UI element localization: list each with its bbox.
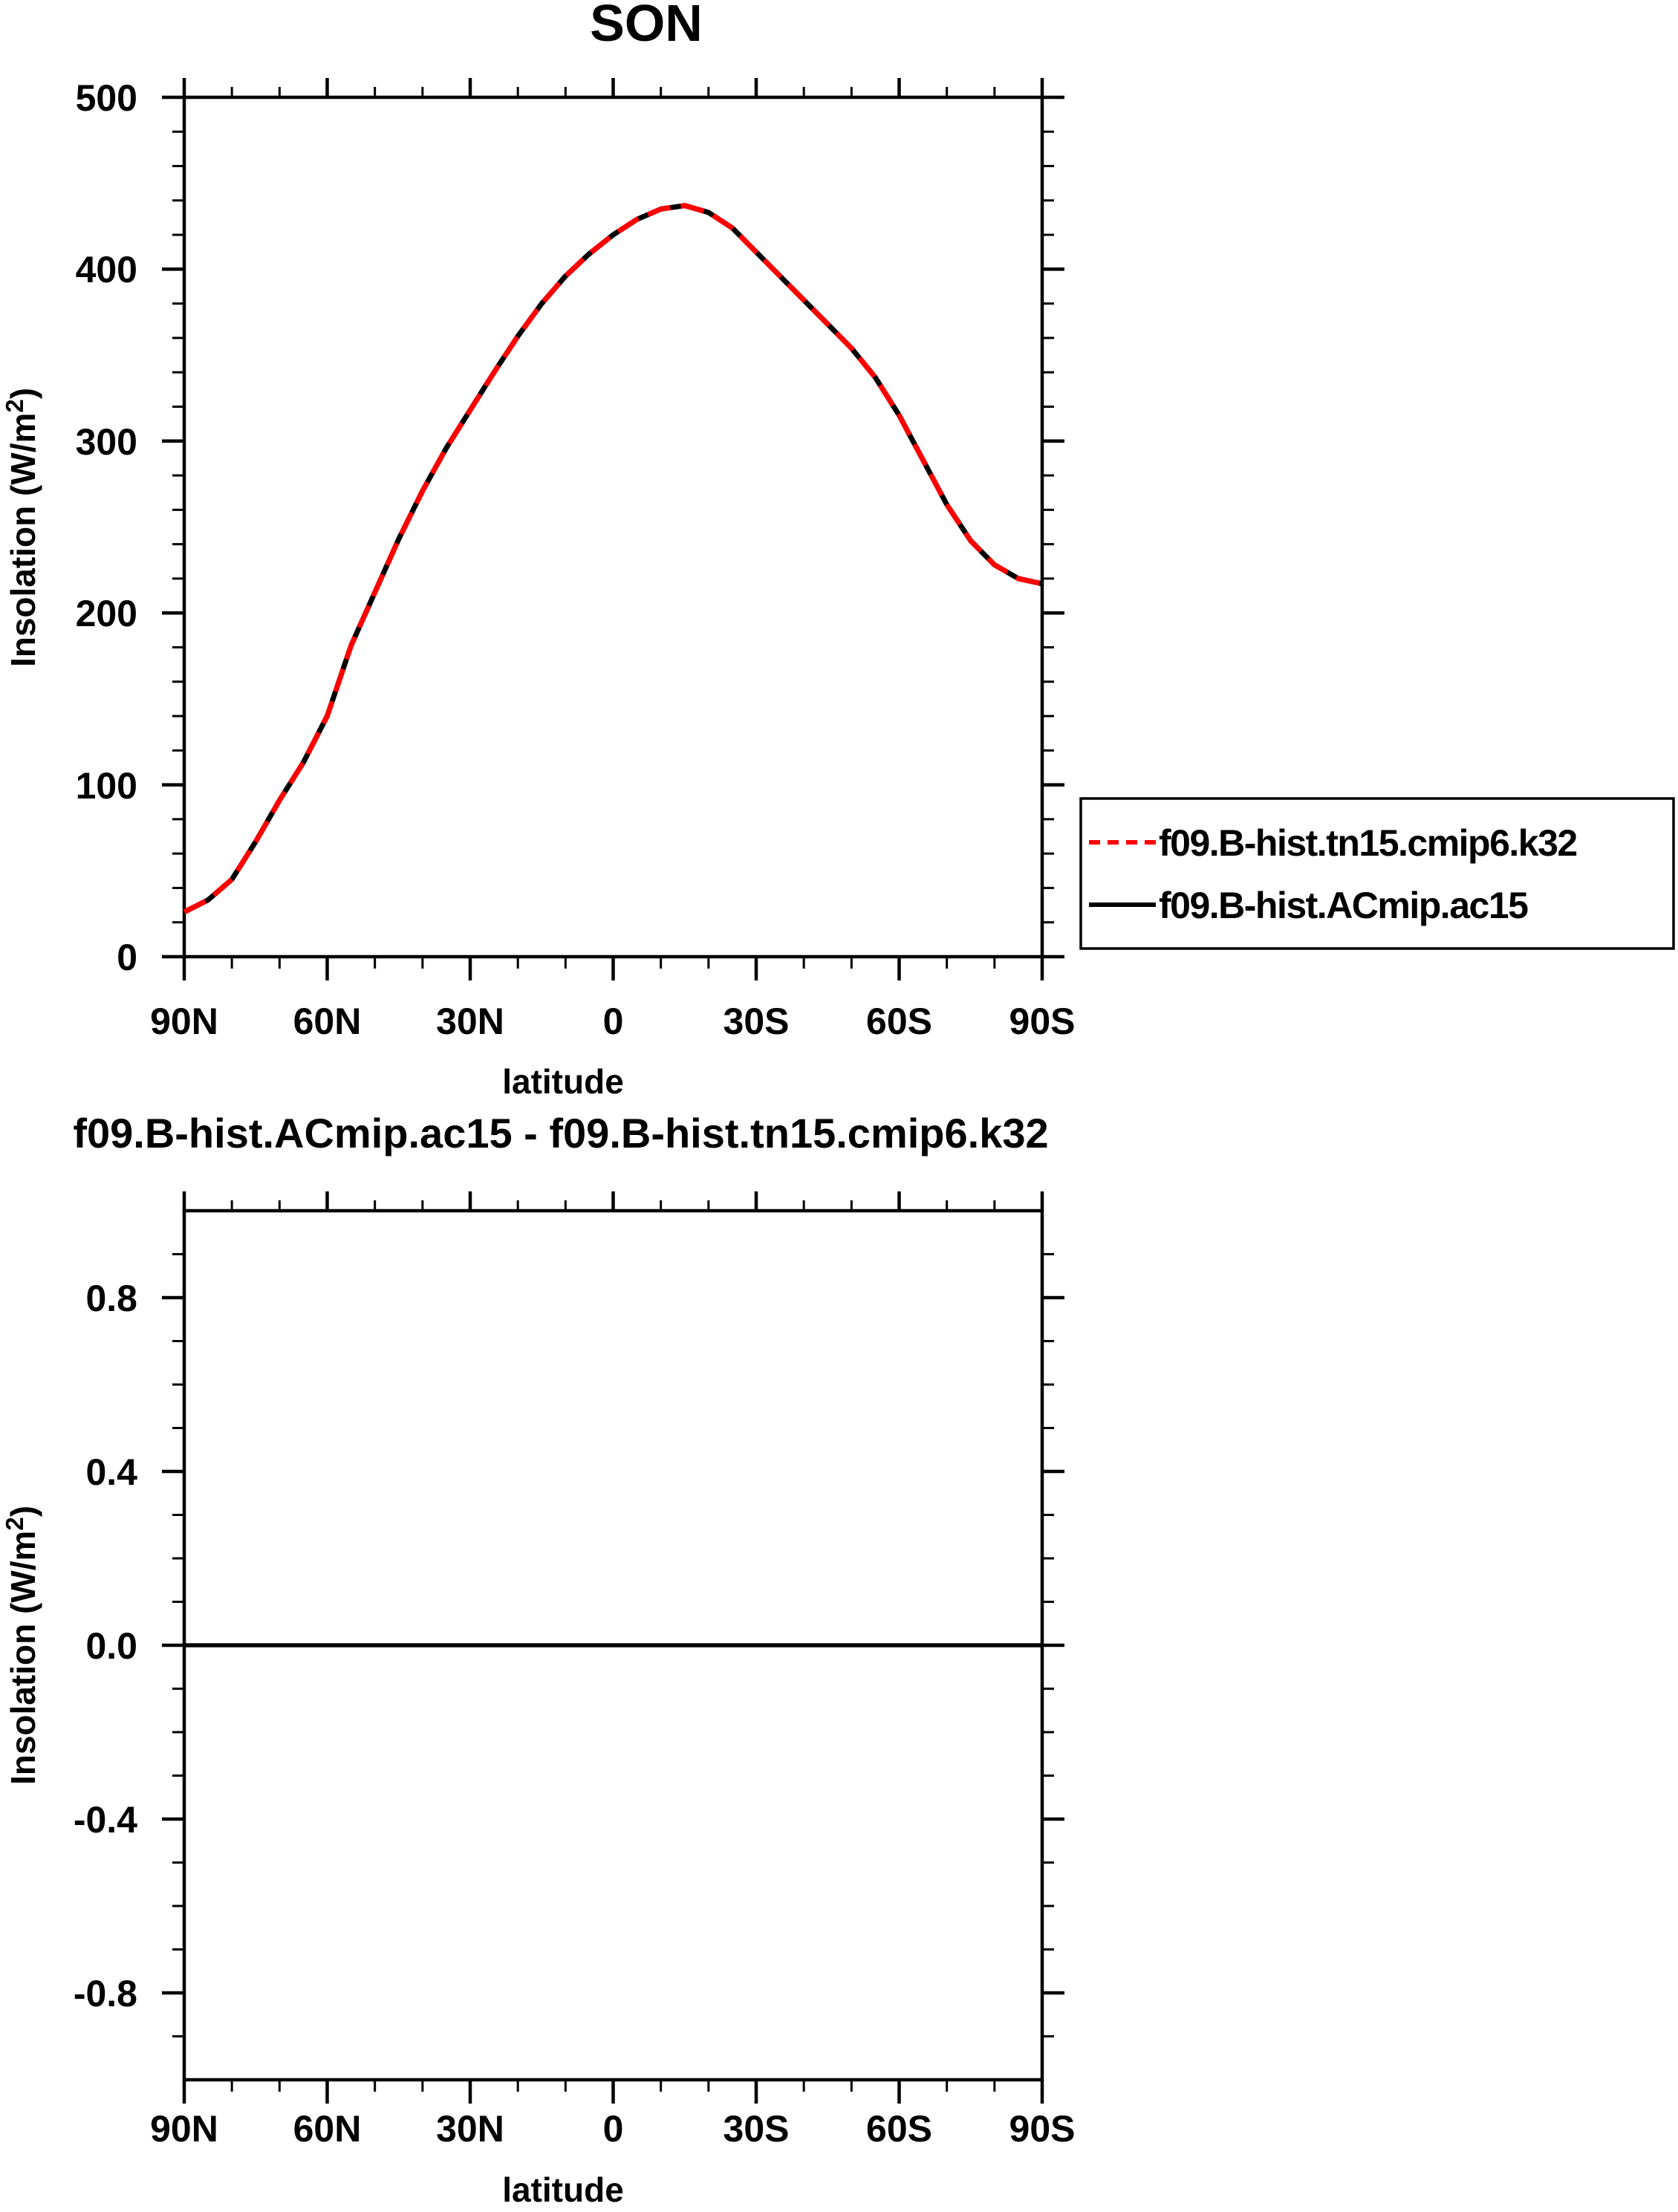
legend-label: f09.B-hist.tn15.cmip6.k32 <box>1159 822 1577 864</box>
bottom-chart-x-tick-labels <box>150 2108 1075 2150</box>
insolation-curves <box>184 206 1042 912</box>
top-chart-ylabel: Insolation $(W/m^2)$ <box>1 387 42 668</box>
x-tick-label: 0 <box>602 1001 624 1042</box>
bottom-chart <box>1 1110 1075 2209</box>
y-tick-label: -0.4 <box>73 1799 137 1841</box>
bottom-chart-ticks <box>162 1191 1064 2104</box>
y-tick-label: 0.8 <box>85 1278 137 1319</box>
legend-label: f09.B-hist.ACmip.ac15 <box>1159 885 1528 926</box>
bottom-chart-y-tick-labels <box>74 1278 137 2014</box>
top-chart-frame <box>184 97 1042 957</box>
y-tick-label: 100 <box>75 765 137 807</box>
x-tick-label: 60S <box>866 1001 932 1042</box>
y-tick-label: 200 <box>75 593 137 634</box>
x-tick-label: 60N <box>293 1001 362 1042</box>
x-tick-label: 90S <box>1009 1001 1076 1042</box>
insolation-curve-solid-black <box>184 206 1042 912</box>
x-tick-label: 0 <box>602 2108 624 2150</box>
y-tick-label: 300 <box>75 421 137 463</box>
legend <box>1081 798 1674 949</box>
y-tick-label: 500 <box>75 77 137 119</box>
y-tick-label: -0.8 <box>73 1973 137 2014</box>
x-tick-label: 30S <box>723 1001 790 1042</box>
x-tick-label: 60S <box>866 2108 932 2150</box>
top-chart-y-tick-labels <box>76 77 137 978</box>
top-chart-ticks <box>162 78 1064 980</box>
bottom-chart-ylabel: Insolation $(W/m^2)$ <box>1 1505 42 1786</box>
top-chart-x-tick-labels <box>150 1001 1075 1042</box>
top-chart-xlabel: latitude <box>502 1062 624 1101</box>
x-tick-label: 30S <box>723 2108 790 2150</box>
top-chart <box>1 0 1075 1101</box>
top-chart-title: SON <box>590 0 703 52</box>
x-tick-label: 30N <box>436 1001 504 1042</box>
bottom-chart-title: f09.B-hist.ACmip.ac15 - f09.B-hist.tn15.cmip6.k32 <box>73 1110 1049 1157</box>
x-tick-label: 90N <box>150 1001 218 1042</box>
bottom-chart-xlabel: latitude <box>502 2170 624 2209</box>
y-tick-label: 0.4 <box>85 1451 137 1493</box>
y-tick-label: 0 <box>117 937 137 978</box>
insolation-curve-dashed-red <box>184 206 1042 912</box>
x-tick-label: 30N <box>436 2108 504 2150</box>
y-tick-label: 400 <box>75 249 137 290</box>
x-tick-label: 90N <box>150 2108 218 2150</box>
x-tick-label: 90S <box>1009 2108 1076 2150</box>
y-tick-label: 0.0 <box>85 1625 137 1667</box>
x-tick-label: 60N <box>293 2108 362 2150</box>
